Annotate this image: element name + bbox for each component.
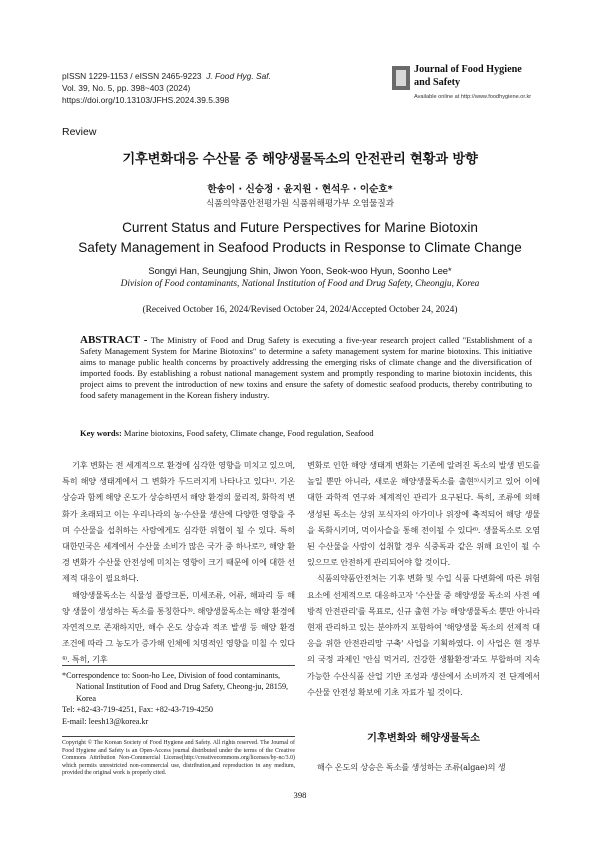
copyright-divider: [62, 736, 295, 737]
copyright-notice: Copyright © The Korean Society of Food Hygiene and Safety. All rights reserved. The Journal of Food Hygiene and Safety is an Open-Access journal distributed under the terms of the Creative Commons Attribution Non-Commercial License(http://creativecommons.org/licenses/by-nc/3.0) which permits unrestricted non-commercial use, distribution,and reproduction in any medium, provided the original work is properly cited.: [62, 740, 295, 777]
korean-affiliation: 식품의약품안전평가원 식품위해평가부 오염물질과: [205, 199, 395, 209]
keywords: [80, 428, 532, 438]
abstract-text: The Ministry of Food and Drug Safety is executing a five-year research project called "Establishment of a Safety Management System for Marine Biotoxins" to determine a safety management system for marine biotoxins. This initiative aims to manage public health concerns by proactively addressing the emerging risks of climate change and the diversification of imported foods. By establishing a robust national management system and promptly responding to marine biotoxin incidents, this project aims to prevent the introduction of new toxins and ensure the safety of domestic seafood products, thereby contributing to food safety management in the Korean fishery industry.: [80, 335, 532, 400]
section-first-line: 해수 온도의 상승은 독소를 생성하는 조류(algae)의 생: [317, 762, 506, 772]
received-dates: (Received October 16, 2024/Revised October 24, 2024/Accepted October 24, 2024): [142, 305, 458, 315]
journal-abbreviation: J. Food Hyg. Saf.: [206, 71, 271, 81]
paragraph: 식품의약품안전처는 기후 변화 및 수입 식품 다변화에 따른 위험 요소에 선제적으로 대응하고자 '수산물 중 해양생물 독소의 사전 예방적 안전관리'를 목표로, 신규 출현 가능 해양생물독소 뿐만 아니라 현재 관리하고 있는 분야까지 포함하여 '해양생물 독소의 선제적 대응을 위한 안전관리망 구축' 사업을 기획하였다. 이 사업은 현 정부의 국정 과제인 '안심 먹거리, 건강한 생활환경'과도 부합하며 지속 가능한 수산식품 산업 기반 조성과 생산에서 소비까지 전 단계에서 수산물 안전성 확보에 기초 자료가 될 것이다.: [307, 573, 540, 697]
issn: pISSN 1229-1153 / eISSN 2465-9223: [62, 71, 202, 81]
journal-logo-title: Journal of Food Hygiene and Safety: [414, 64, 522, 88]
tel-fax: Tel: +82-43-719-4251, Fax: +82-43-719-4250: [62, 705, 214, 715]
volume-info: Vol. 39, No. 5, pp. 398~403 (2024): [62, 83, 191, 94]
footnote-divider: [62, 665, 295, 666]
section-heading: 기후변화와 해양생물독소: [367, 732, 480, 744]
doi-link[interactable]: https://doi.org/10.13103/JFHS.2024.39.5.398: [62, 95, 230, 106]
journal-header: [62, 70, 271, 107]
article-type: Review: [62, 126, 97, 138]
korean-authors: 한송이 · 신승정 · 윤지원 · 현석우 · 이순호*: [207, 184, 393, 195]
body-column-right: [307, 457, 540, 700]
journal-logo: [392, 64, 542, 108]
paragraph: 변화로 인한 해양 생태계 변화는 기존에 알려진 독소의 발생 빈도를 높일 뿐만 아니라, 새로운 해양생물독소를 출현⁵⁾시키고 있어 이에 대한 과학적 연구와 체계적인 관리가 요구된다. 특히, 조류에 의해 생성된 독소는 상위 포식자의 아가미나 위장에 축적되어 해당 생물을 독화시키며, 먹이사슬을 통해 전이될 수 있다⁶⁾. 생물독소로 오염된 수산물을 사람이 섭취할 경우 식중독과 같은 위해 요인이 될 수 있으므로 안전하게 관리되어야 할 것이다.: [307, 460, 540, 568]
abstract: [80, 335, 532, 401]
keywords-label: Key words:: [80, 428, 122, 438]
body-column-left: [62, 457, 295, 668]
english-title: Current Status and Future Perspectives for Marine Biotoxin Safety Management in Seafood Products in Response to Climate Change: [78, 220, 522, 255]
journal-logo-icon: [392, 66, 410, 90]
abstract-label: ABSTRACT -: [80, 334, 148, 346]
paragraph: 기후 변화는 전 세계적으로 환경에 심각한 영향을 미치고 있으며, 특히 해양 생태계에서 그 변화가 두드러지게 나타나고 있다¹⁾. 기온 상승과 함께 해양 온도가 상승하면서 해양 환경의 물리적, 화학적 변화가 초래되고 이는 우리나라의 농·수산물 생산에 다양한 영향을 주며 수산물을 섭취하는 사람에게도 심각한 위협이 될 수 있다. 특히 대한민국은 세계에서 수산물 소비가 많은 국가 중 하나로²⁾, 해양 환경 변화가 수산물 안전성에 미치는 영향이 크기 때문에 이에 대한 선제적 대응이 필요하다.: [62, 460, 295, 584]
email[interactable]: E-mail: leesh13@korea.kr: [62, 716, 149, 726]
correspondence-footnote: *Correspondence to: Soon-ho Lee, Division of food contaminants, National Institution of Food and Drug Safety, Cheong-ju, 28159, Korea Tel: +82-43-719-4251, Fax: +82-43-719-4250 E-mail: leesh13@korea.kr: [62, 670, 302, 727]
page-number: 398: [293, 790, 307, 800]
paragraph: 해양생물독소는 식물성 플랑크톤, 미세조류, 어류, 해파리 등 해양 생물이 생성하는 독소를 통칭한다³⁾. 해양생물독소는 해양 환경에 자연적으로 존재하지만, 해수 온도 상승과 적조 발생 등 해양 환경 조건에 따라 그 농도가 증가해 인체에 치명적인 영향을 미칠 수 있다⁴⁾. 특히, 기후: [62, 589, 295, 665]
keywords-text: Marine biotoxins, Food safety, Climate change, Food regulation, Seafood: [123, 428, 374, 438]
korean-title: 기후변화대응 수산물 중 해양생물독소의 안전관리 현황과 방향: [122, 152, 478, 167]
english-affiliation: Division of Food contaminants, National Institution of Food and Drug Safety, Cheongju, Korea: [120, 279, 480, 289]
english-authors: Songyi Han, Seungjung Shin, Jiwon Yoon, Seok-woo Hyun, Soonho Lee*: [148, 265, 452, 276]
journal-website[interactable]: Available online at http://www.foodhygiene.or.kr: [414, 94, 532, 100]
